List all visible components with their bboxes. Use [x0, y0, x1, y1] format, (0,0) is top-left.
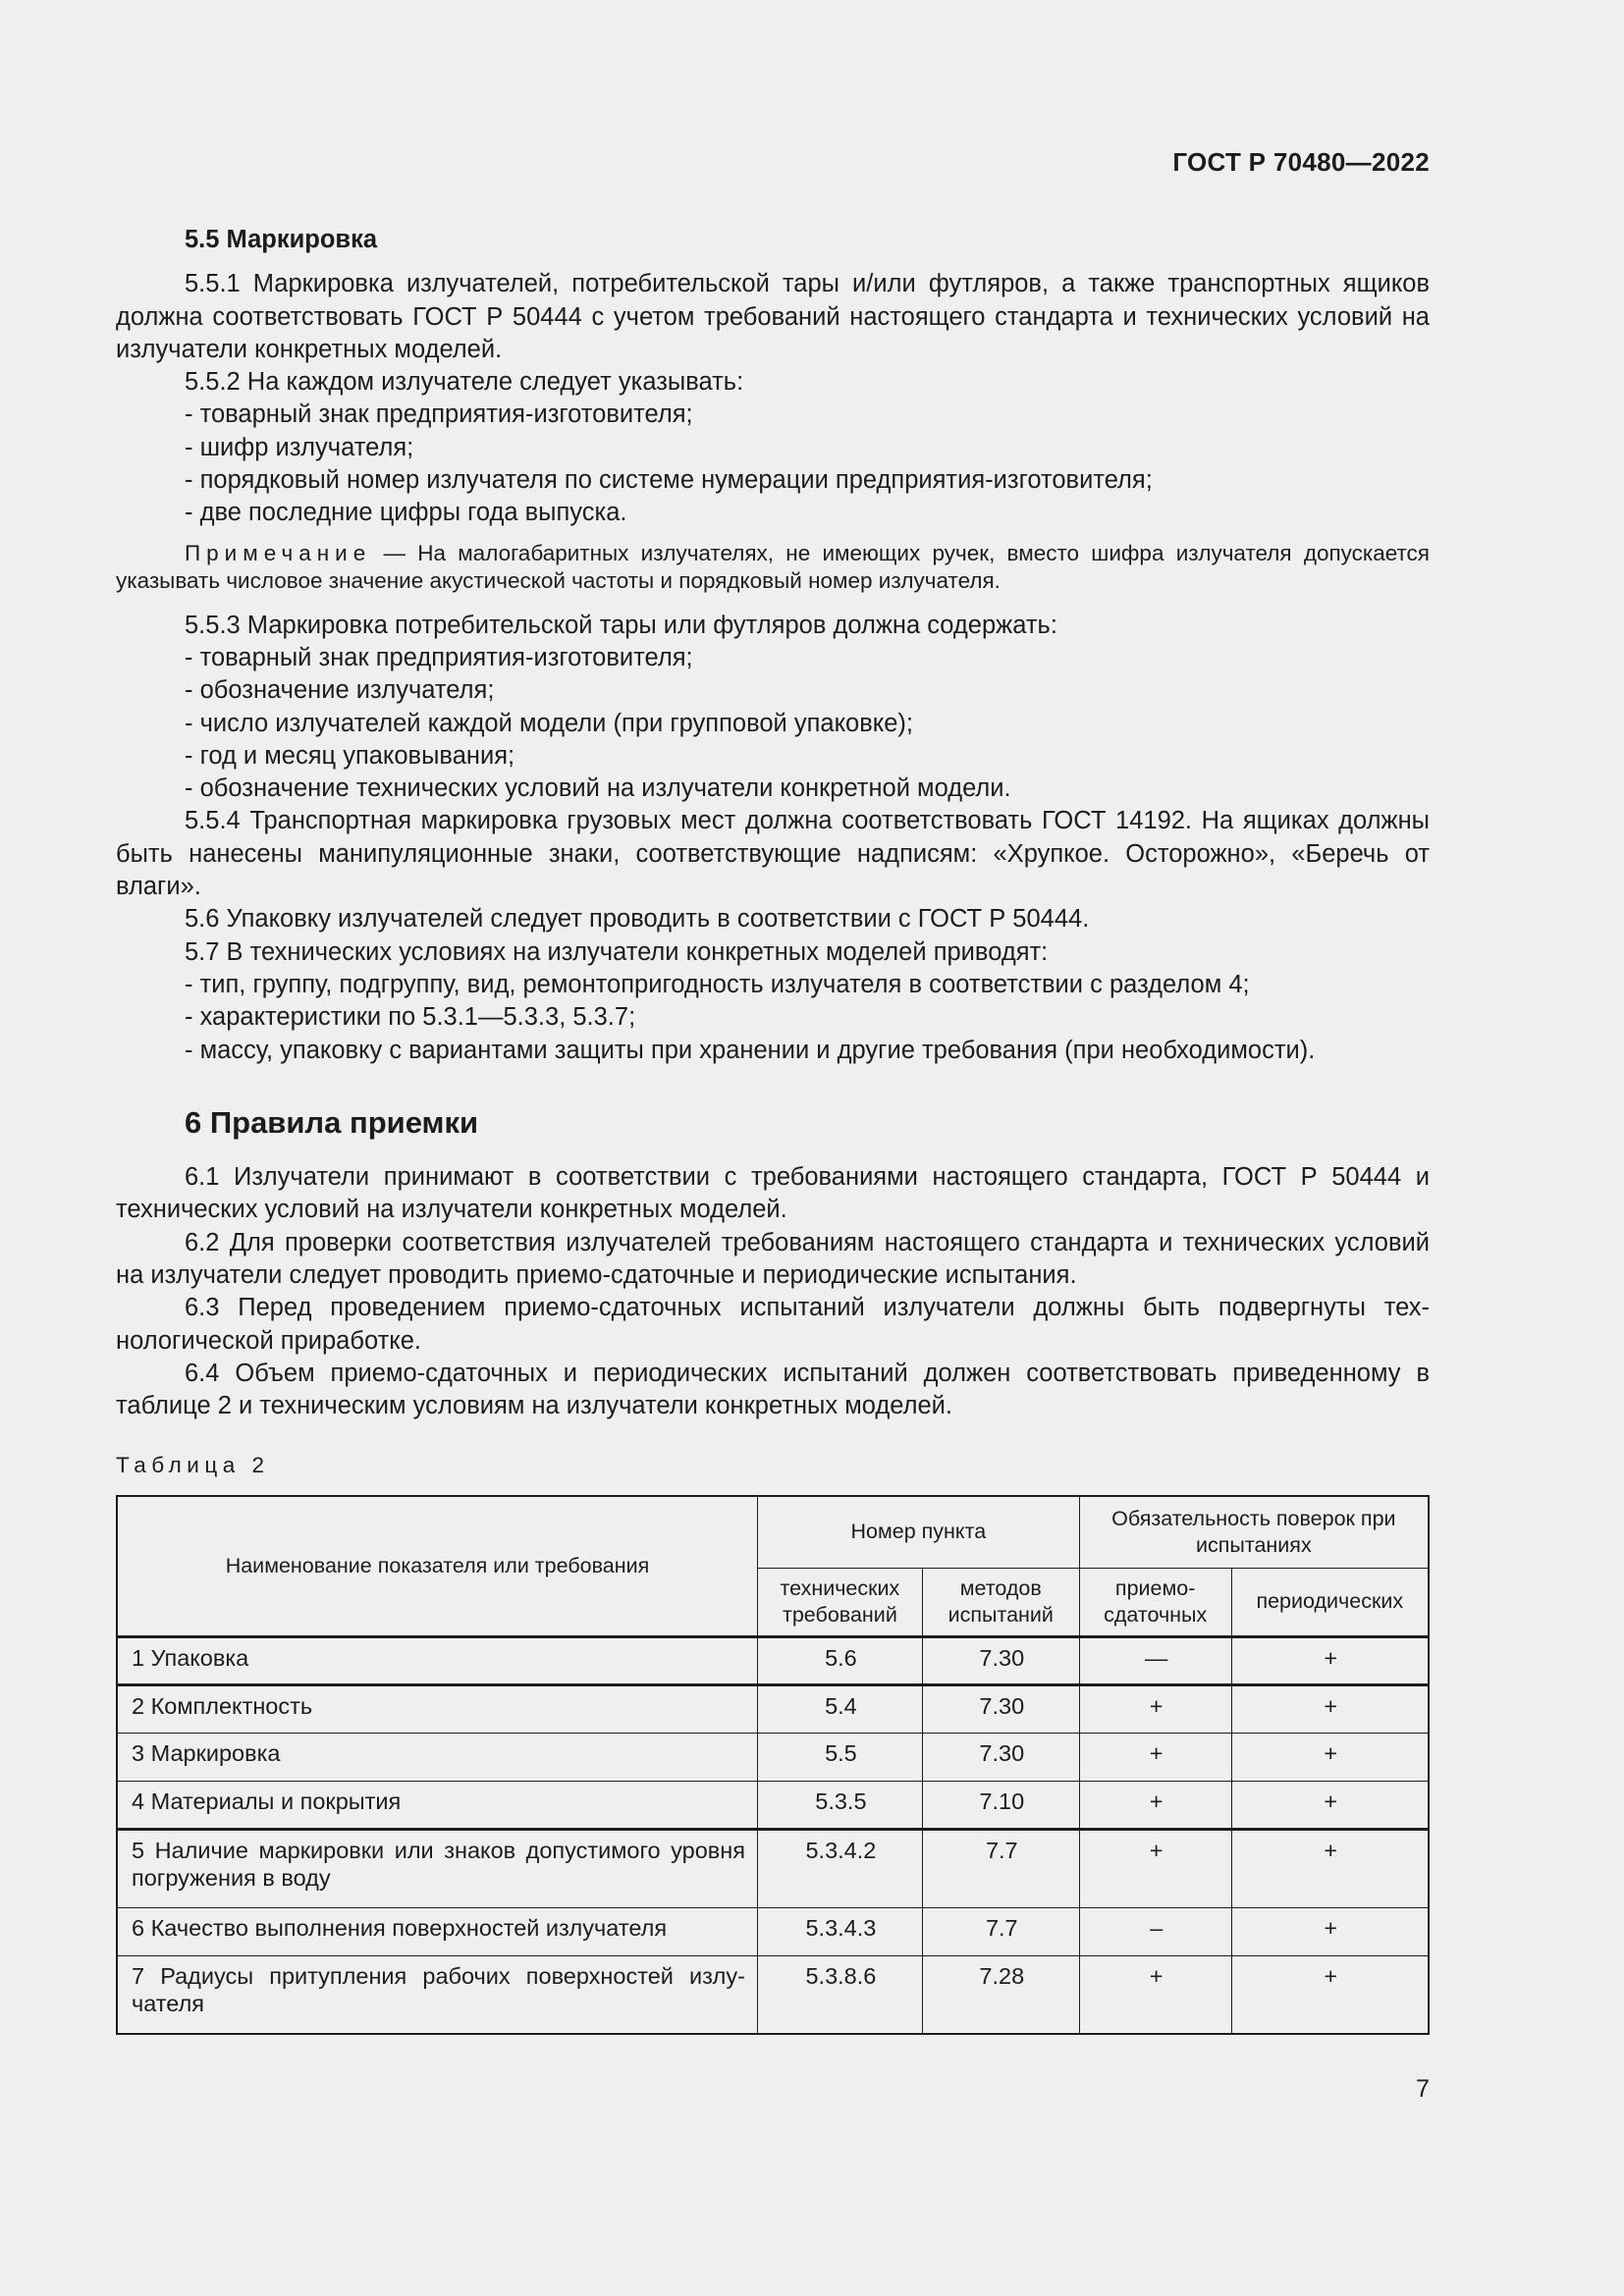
cell-method: 7.7: [922, 1907, 1079, 1955]
cell-acceptance: +: [1079, 1733, 1231, 1781]
table-row: [117, 1684, 1429, 1733]
table-row: [117, 1781, 1429, 1829]
cell-acceptance: +: [1079, 1829, 1231, 1907]
cell-tech: 5.3.4.3: [757, 1907, 922, 1955]
note-text: — На малогабаритных излучателях, не имеющих ручек, вместо шифра излучателя допускается указывать числовое значение акустической частоты и порядковый номер излучателя.: [116, 540, 1430, 593]
paragraph-6-4: 6.4 Объем приемо-сдаточных и периодических испытаний должен соответствовать приведенному в таблице 2 и техническим условиям на излучатели конкретных моделей.: [116, 1359, 1430, 1420]
cell-periodic: +: [1231, 1907, 1429, 1955]
list-item: - тип, группу, подгруппу, вид, ремонтопригодность излучателя в соответствии с разделом 4;: [185, 970, 1250, 998]
cell-method: 7.7: [922, 1829, 1079, 1907]
paragraph-6-1: 6.1 Излучатели принимают в соответствии с требованиями настоящего стандарта, ГОСТ Р 50444 и технических условий на излучатели конкретных моделей.: [116, 1163, 1430, 1224]
paragraph-5-5-4: 5.5.4 Транспортная маркировка грузовых мест должна соответствовать ГОСТ 14192. На ящиках должны быть нанесены манипуляционные знаки, соответствующие надписям: «Хрупкое. Осторожно», «Беречь от влаги».: [116, 807, 1430, 901]
section-5-5-heading: 5.5 Маркировка: [185, 226, 378, 253]
list-item: - год и месяц упаковывания;: [185, 741, 515, 770]
cell-name: 3 Маркировка: [117, 1733, 757, 1781]
cell-method: 7.28: [922, 1955, 1079, 2034]
table-row: [117, 1636, 1429, 1684]
header-periodic: периодических: [1231, 1568, 1429, 1636]
list-item: - обозначение излучателя;: [185, 676, 495, 705]
cell-method: 7.30: [922, 1684, 1079, 1733]
cell-name: 2 Комплектность: [117, 1684, 757, 1733]
paragraph-6-2: 6.2 Для проверки соответствия излучателей требованиям настоящего стандарта и технических условий на излучатели следует проводить приемо-сдаточные и периодические испытания.: [116, 1228, 1430, 1290]
cell-acceptance: +: [1079, 1781, 1231, 1829]
page-number: 7: [1416, 2075, 1430, 2103]
table-row: [117, 1907, 1429, 1955]
note: [116, 540, 1430, 595]
cell-acceptance: +: [1079, 1955, 1231, 2034]
cell-periodic: +: [1231, 1955, 1429, 2034]
list-item: - две последние цифры года выпуска.: [185, 499, 627, 527]
list-item: - товарный знак предприятия-изготовителя;: [185, 400, 693, 429]
paragraph-5-7: 5.7 В технических условиях на излучатели конкретных моделей приводят:: [185, 937, 1049, 966]
cell-method: 7.10: [922, 1781, 1079, 1829]
cell-periodic: +: [1231, 1636, 1429, 1684]
document-header: ГОСТ Р 70480—2022: [1172, 147, 1430, 177]
table-row: [117, 1829, 1429, 1907]
list-item: - товарный знак предприятия-изготовителя;: [185, 643, 693, 671]
section-6-heading: 6 Правила приемки: [185, 1104, 479, 1140]
cell-tech: 5.3.8.6: [757, 1955, 922, 2034]
header-acceptance: приемо-сдаточных: [1079, 1568, 1231, 1636]
cell-periodic: +: [1231, 1684, 1429, 1733]
cell-name: 6 Качество выполнения поверхностей излучателя: [117, 1907, 757, 1955]
page-content: [116, 224, 1430, 2035]
list-item: - шифр излучателя;: [185, 433, 414, 461]
cell-method: 7.30: [922, 1733, 1079, 1781]
cell-acceptance: –: [1079, 1907, 1231, 1955]
table-caption: Таблица 2: [116, 1452, 270, 1477]
cell-periodic: +: [1231, 1829, 1429, 1907]
paragraph-5-5-1: 5.5.1 Маркировка излучателей, потребительской тары и/или футляров, а также транспортных ящиков должна соответствовать ГОСТ Р 50444 с учетом требований настоящего стандарта и технических условий на излучатели конкретных моделей.: [116, 270, 1430, 363]
list-item: - число излучателей каждой модели (при групповой упаковке);: [185, 709, 913, 737]
list-item: - массу, упаковку с вариантами защиты при хранении и другие требования (при необходимости).: [185, 1036, 1316, 1064]
note-label: Примечание: [185, 540, 372, 565]
list-item: - обозначение технических условий на излучатели конкретной модели.: [185, 774, 1011, 803]
table-row: [117, 1955, 1429, 2034]
cell-periodic: +: [1231, 1781, 1429, 1829]
cell-tech: 5.5: [757, 1733, 922, 1781]
cell-tech: 5.6: [757, 1636, 922, 1684]
cell-periodic: +: [1231, 1733, 1429, 1781]
header-clause-number: Номер пункта: [757, 1496, 1079, 1569]
paragraph-5-6: 5.6 Упаковку излучателей следует проводить в соответствии с ГОСТ Р 50444.: [185, 905, 1090, 934]
cell-name: 5 Наличие маркировки или знаков допустимого уровня погружения в воду: [117, 1829, 757, 1907]
paragraph-5-5-2: 5.5.2 На каждом излучателе следует указывать:: [185, 368, 744, 397]
cell-acceptance: —: [1079, 1636, 1231, 1684]
header-tech-req: технических требований: [757, 1568, 922, 1636]
header-mandatory: Обязательность поверок при испытаниях: [1079, 1496, 1429, 1569]
cell-tech: 5.3.4.2: [757, 1829, 922, 1907]
paragraph-6-3: 6.3 Перед проведением приемо-сдаточных испытаний излучатели должны быть подвергнуты технологической приработке.: [116, 1294, 1430, 1355]
list-item: - порядковый номер излучателя по системе нумерации предприятия-изготовителя;: [185, 466, 1153, 495]
cell-name: 1 Упаковка: [117, 1636, 757, 1684]
cell-acceptance: +: [1079, 1684, 1231, 1733]
cell-tech: 5.4: [757, 1684, 922, 1733]
cell-name: 4 Материалы и покрытия: [117, 1781, 757, 1829]
cell-tech: 5.3.5: [757, 1781, 922, 1829]
table-row: [117, 1733, 1429, 1781]
list-item: - характеристики по 5.3.1—5.3.3, 5.3.7;: [185, 1003, 636, 1032]
acceptance-table: [116, 1495, 1430, 2036]
header-name: Наименование показателя или требования: [117, 1496, 757, 1637]
cell-name: 7 Радиусы притупления рабочих поверхностей излучателя: [117, 1955, 757, 2034]
paragraph-5-5-3: 5.5.3 Маркировка потребительской тары или футляров должна содержать:: [185, 611, 1057, 639]
header-test-methods: методов испытаний: [922, 1568, 1079, 1636]
cell-method: 7.30: [922, 1636, 1079, 1684]
